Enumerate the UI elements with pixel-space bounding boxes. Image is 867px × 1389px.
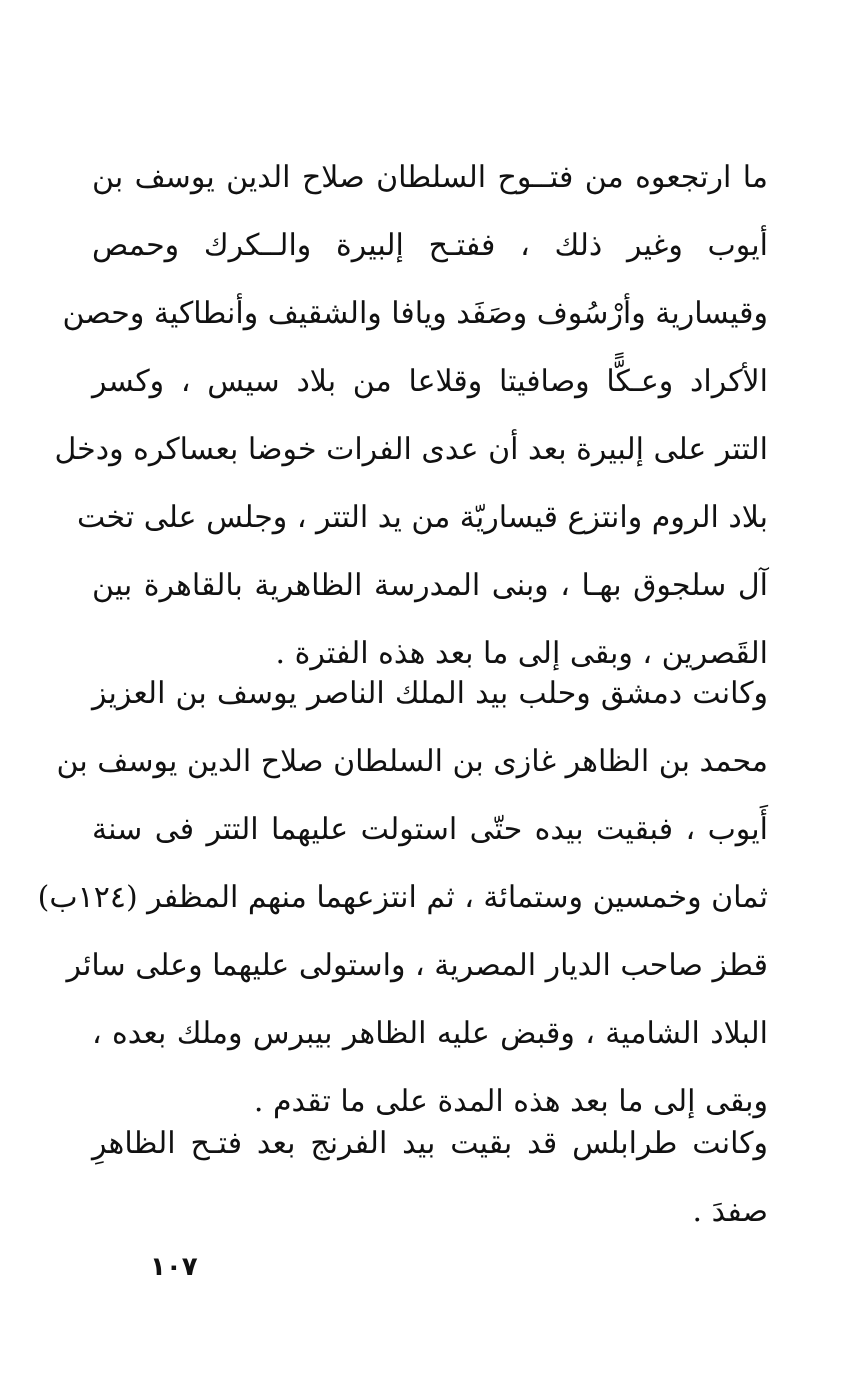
- page-number: ١٠٧: [150, 1252, 198, 1282]
- text-line: البلاد الشامية ، وقبض عليه الظاهر بيبرس وملك بعده ،: [92, 1016, 768, 1051]
- text-line: الأكراد وعـكًّا وصافيتا وقلاعا من بلاد سيس ، وكسر: [92, 364, 768, 399]
- text-line: آل سلجوق بهـا ، وبنى المدرسة الظاهرية بالقاهرة بين: [92, 568, 768, 603]
- paragraph-3: [92, 1110, 768, 1246]
- text-line: وكانت دمشق وحلب بيد الملك الناصر يوسف بن العزيز: [92, 676, 768, 711]
- text-line: القَصرين ، وبقى إلى ما بعد هذه الفترة .: [275, 636, 768, 671]
- text-line: وكانت طرابلس قد بقيت بيد الفرنج بعد فتـح الظاهرِ: [92, 1126, 768, 1161]
- paragraph-1: [54, 144, 768, 688]
- text-line: قطز صاحب الديار المصرية ، واستولى عليهما وعلى سائر: [66, 948, 768, 983]
- text-line: بلاد الروم وانتزع قيساريّة من يد التتر ، وجلس على تخت: [77, 500, 768, 535]
- text-line: ثمان وخمسين وستمائة ، ثم انتزعهما منهم المظفر (١٢٤ب): [37, 880, 768, 915]
- text-line: وبقى إلى ما بعد هذه المدة على ما تقدم .: [253, 1084, 768, 1119]
- text-line: أيوب وغير ذلك ، ففتـح إلبيرة والــكرك وحمص: [92, 228, 768, 263]
- text-line: ما ارتجعوه من فتــوح السلطان صلاح الدين يوسف بن: [92, 160, 768, 195]
- paragraph-2: [37, 660, 768, 1136]
- text-line: التتر على إلبيرة بعد أن عدى الفرات خوضا بعساكره ودخل: [54, 432, 768, 467]
- text-line: أَيوب ، فبقيت بيده حتّى استولت عليهما التتر فى سنة: [92, 812, 768, 847]
- text-line: صفدَ .: [692, 1194, 768, 1229]
- text-line: وقيسارية وأرْسُوف وصَفَد ويافا والشقيف وأنطاكية وحصن: [62, 296, 768, 331]
- text-line: محمد بن الظاهر غازى بن السلطان صلاح الدين يوسف بن: [56, 744, 768, 779]
